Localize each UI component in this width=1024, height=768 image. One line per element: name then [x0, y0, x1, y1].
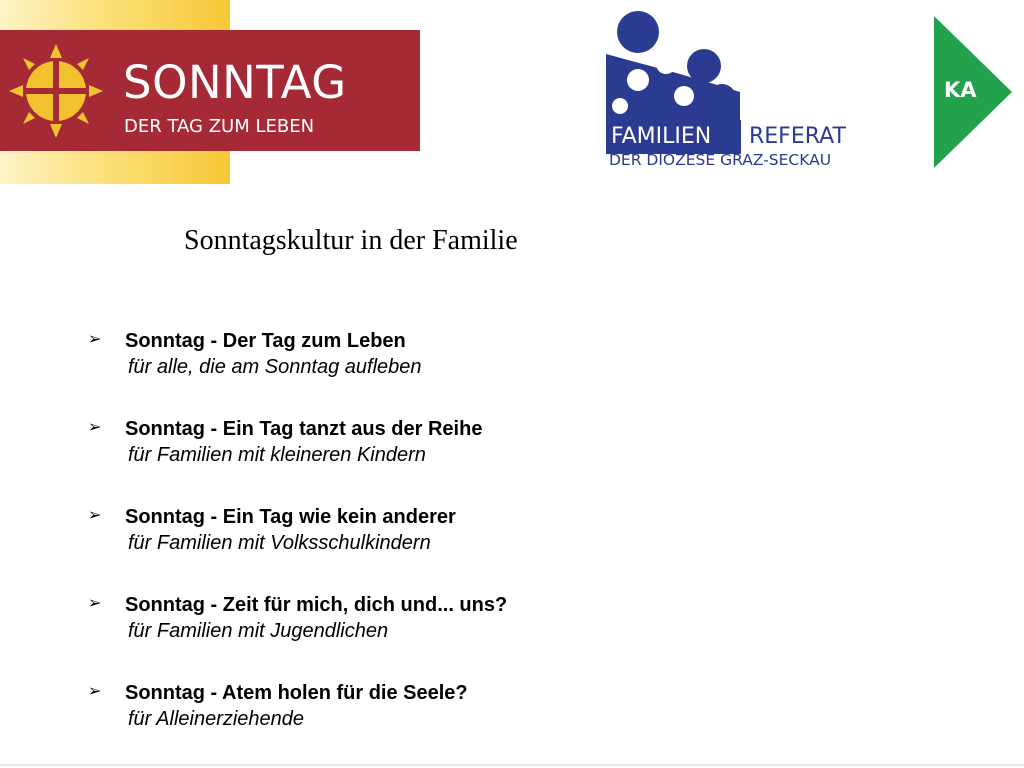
- offer-item: [88, 326, 788, 414]
- family-figures-icon: [606, 8, 746, 120]
- offer-audience: für Familien mit Volksschulkindern: [128, 532, 431, 554]
- offer-item: [88, 678, 788, 766]
- offer-item: [88, 590, 788, 678]
- offer-audience: für Alleinerziehende: [128, 708, 305, 730]
- offer-title: Sonntag - Zeit für mich, dich und... uns?: [125, 594, 508, 616]
- referat-word: REFERAT: [749, 124, 846, 149]
- offer-title: Sonntag - Ein Tag wie kein anderer: [125, 506, 456, 528]
- offer-title: Sonntag - Ein Tag tanzt aus der Reihe: [125, 418, 483, 440]
- arrowhead-bullet-icon: ➢: [88, 681, 102, 700]
- offer-title: Sonntag - Der Tag zum Leben: [125, 330, 406, 352]
- offer-audience: für Familien mit kleineren Kindern: [128, 444, 426, 466]
- arrowhead-bullet-icon: ➢: [88, 505, 102, 524]
- offer-item: [88, 502, 788, 590]
- familienreferat-logo: [606, 8, 886, 178]
- familien-word: FAMILIEN: [611, 124, 712, 149]
- sonntag-logo: [0, 0, 420, 184]
- ka-logo-text: KA: [944, 78, 977, 102]
- offer-audience: für alle, die am Sonntag aufleben: [128, 356, 422, 378]
- arrowhead-bullet-icon: ➢: [88, 329, 102, 348]
- offer-list: [88, 326, 788, 766]
- page-title: Sonntagskultur in der Familie: [184, 225, 518, 256]
- sun-cross-icon: [8, 36, 104, 146]
- arrowhead-bullet-icon: ➢: [88, 417, 102, 436]
- offer-item: [88, 414, 788, 502]
- sonntag-logo-subtitle: DER TAG ZUM LEBEN: [124, 116, 315, 137]
- offer-title: Sonntag - Atem holen für die Seele?: [125, 682, 468, 704]
- bottom-divider: [0, 764, 1024, 766]
- sonntag-logo-title: SONNTAG: [123, 56, 347, 109]
- offer-audience: für Familien mit Jugendlichen: [128, 620, 389, 642]
- arrowhead-bullet-icon: ➢: [88, 593, 102, 612]
- dioezese-subline: DER DIÖZESE GRAZ-SECKAU: [609, 151, 832, 169]
